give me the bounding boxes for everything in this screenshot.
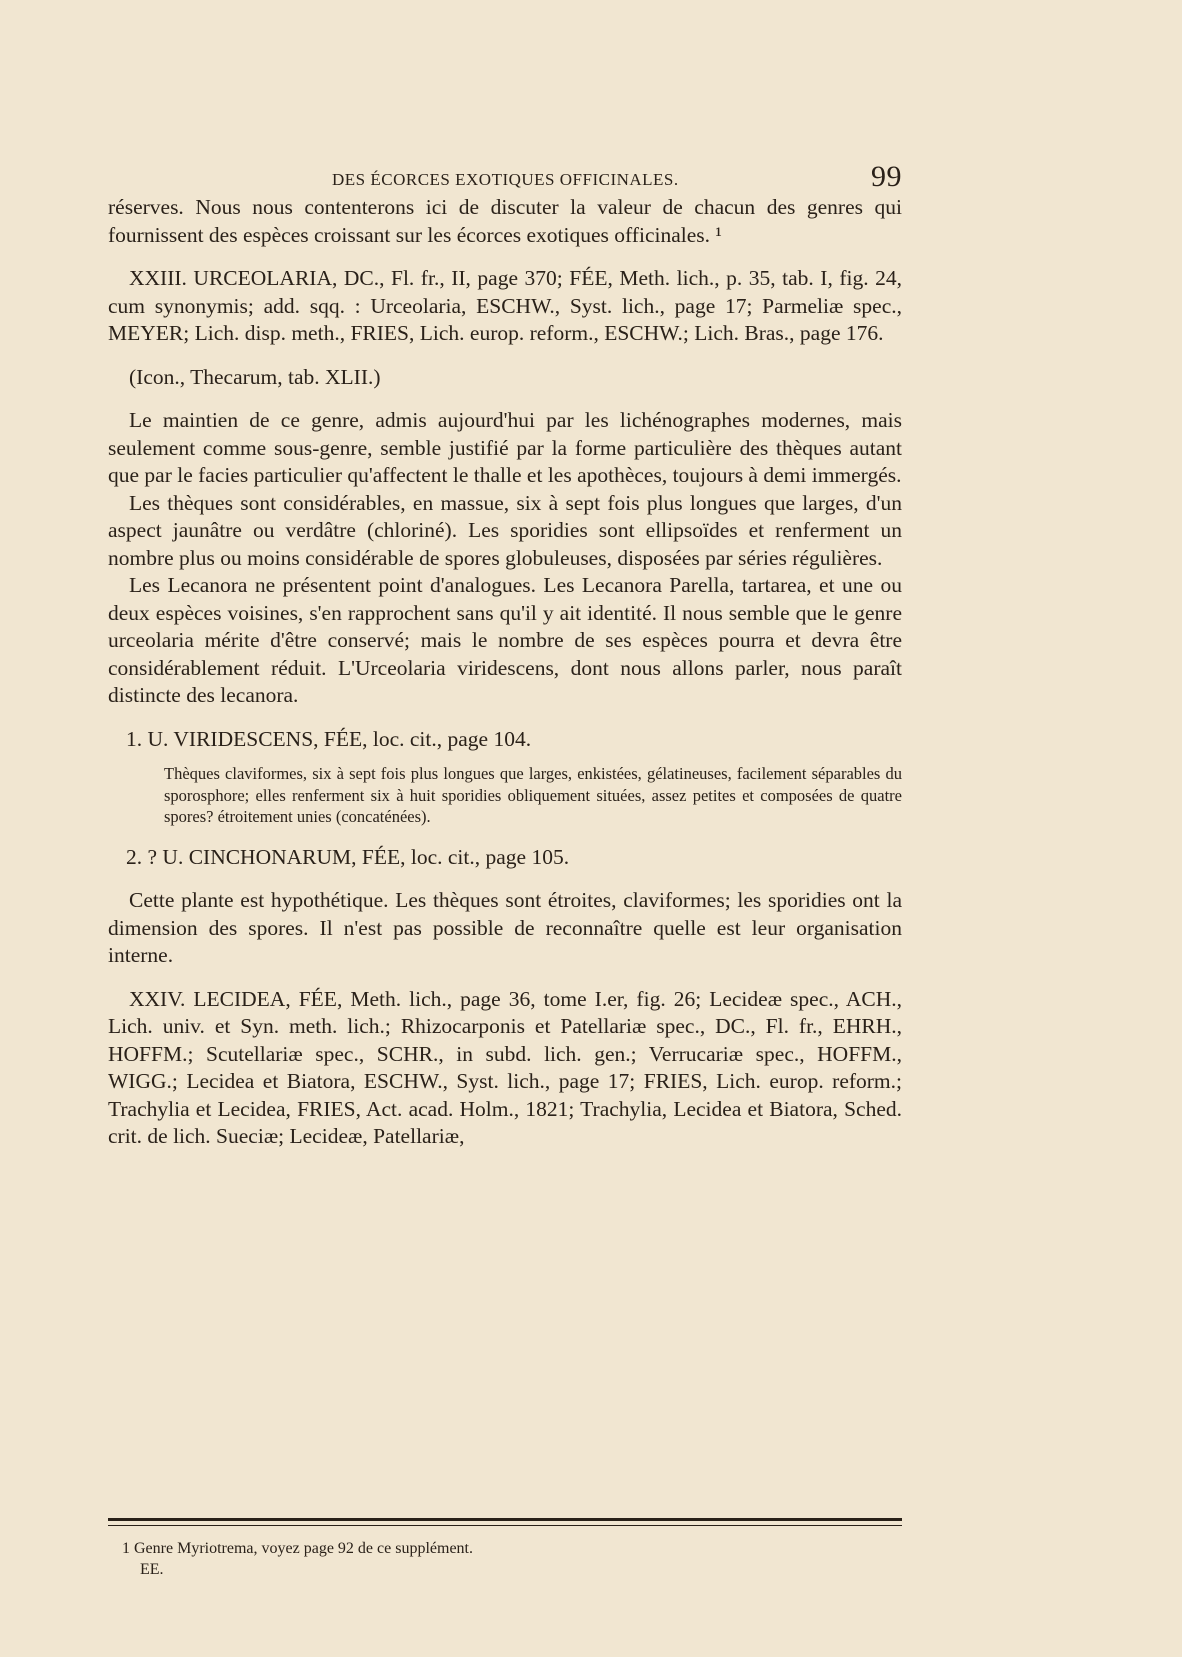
species-2-heading: 2. ? U. CINCHONARUM, FÉE, loc. cit., page 105. xyxy=(126,844,570,869)
paragraph-icon-reference: (Icon., Thecarum, tab. XLII.) xyxy=(129,364,381,389)
paragraph-theques: Les thèques sont considérables, en massue, six à sept fois plus longues que larges, d'un aspect jaunâtre ou verdâtre (chloriné). Les sporidies sont ellipsoïdes et renferment un nombre plus ou moins considérable de spores globuleuses, disposées par séries régulières. xyxy=(108,490,902,570)
page-number: 99 xyxy=(871,160,902,193)
paragraph-genre-maintien: Le maintien de ce genre, admis aujourd'hui par les lichénographes modernes, mais seulement comme sous-genre, semble justifié par la forme particulière des thèques autant que par le facies particulier qu'affectent le thalle et les apothèces, toujours à demi immergés. xyxy=(108,408,902,487)
paragraph-lecidea-heading: XXIV. LECIDEA, FÉE, Meth. lich., page 36, tome I.er, fig. 26; Lecideæ spec., ACH., Lich. univ. et Syn. meth. lich.; Rhizocarponis et Patellariæ spec., DC., Fl. fr., EHRH., HOFFM.; Scutellariæ spec., SCHR., in subd. lich. gen.; Verrucariæ spec., HOFFM., WIGG.; Lecidea et Biatora, ESCHW., Syst. lich., page 17; FRIES, Lich. europ. reform.; Trachylia et Lecidea, FRIES, Act. acad. Holm., 1821; Trachylia, Lecidea et Biatora, Sched. crit. de lich. Sueciæ; Lecideæ, Patellariæ, xyxy=(108,986,902,1148)
species-2-description: Cette plante est hypothétique. Les thèques sont étroites, claviformes; les sporidies ont la dimension des spores. Il n'est pas possible de reconnaître quelle est leur organisation interne. xyxy=(108,888,902,967)
paragraph-urceolaria-heading: XXIII. URCEOLARIA, DC., Fl. fr., II, page 370; FÉE, Meth. lich., p. 35, tab. I, fig. 24, cum synonymis; add. sqq. : Urceolaria, ESCHW., Syst. lich., page 17; Parmeliæ spec., MEYER; Lich. disp. meth., FRIES, Lich. europ. reform., ESCHW.; Lich. Bras., page 176. xyxy=(108,266,902,345)
footnote-rule xyxy=(108,1518,902,1526)
footnote xyxy=(122,1538,902,1580)
species-1-heading: 1. U. VIRIDESCENS, FÉE, loc. cit., page 104. xyxy=(126,726,532,751)
header-title: DES ÉCORCES EXOTIQUES OFFICINALES. xyxy=(332,170,679,189)
species-1-description: Thèques claviformes, six à sept fois plus longues que larges, enkistées, gélatineuses, facilement séparables du sporosphore; elles renferment six à huit sporidies obliquement situées, assez petites et composées de quatre spores? étroitement unies (concaténées). xyxy=(164,764,902,826)
paragraph-intro: réserves. Nous nous contenterons ici de discuter la valeur de chacun des genres qui fournissent des espèces croissant sur les écorces exotiques officinales. ¹ xyxy=(108,195,902,247)
signature-mark: EE. xyxy=(140,1561,164,1578)
paragraph-lecanora: Les Lecanora ne présentent point d'analogues. Les Lecanora Parella, tartarea, et une ou deux espèces voisines, s'en rapprochent sans qu'il y ait identité. Il nous semble que le genre urceolaria mérite d'être conservé; mais le nombre de ses espèces pourra et devra être considérablement réduit. L'Urceolaria viridescens, dont nous allons parler, nous paraît distincte des lecanora. xyxy=(108,573,902,707)
footnote-text: 1 Genre Myriotrema, voyez page 92 de ce supplément. xyxy=(122,1540,473,1557)
main-text xyxy=(108,194,902,1151)
